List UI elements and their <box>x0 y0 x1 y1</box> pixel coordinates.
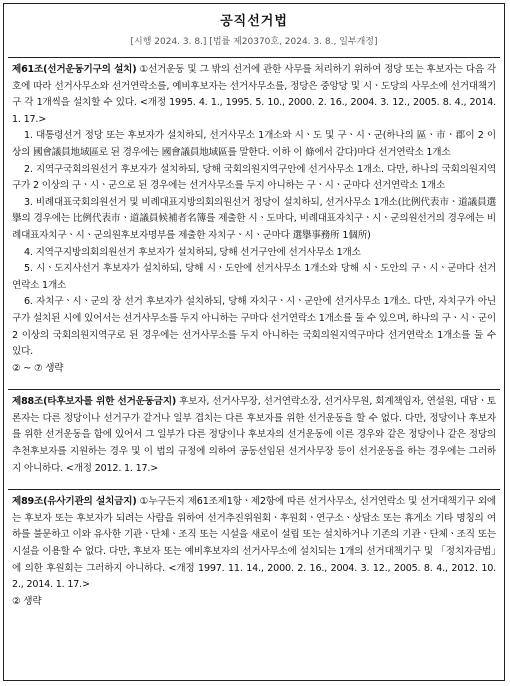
article-title: (타후보자를 위한 선거운동금지) <box>43 396 177 408</box>
article-body: 후보자, 선거사무장, 선거연락소장, 선거사무원, 회계책임자, 연설원, 대담ㆍ토론자는 다른 정당이나 선거구가 같거나 일부 겹치는 다른 후보자를 위한 선거운동을 할 수 없다. 다만, 정당이나 후보자를 위한 선거운동을 함에 있어서 그 일부가 다른 정당이나 후보자의 선거운동에 이른 경우와 같은 정당이나 같은 정당의 추천후보자를 지원하는 경우 및 이 법의 규정에 의하여 공동선임된 선거사무장 등이 선거운동을 하는 경우에는 그러하지 아니하다. <개정 2012. 1. 17.> <box>12 396 497 474</box>
article-number: 제88조 <box>12 396 44 408</box>
article-89 <box>8 489 500 612</box>
article-item: 3. 비례대표국회의원선거 및 비례대표지방의회의원선거 정당이 설치하되, 선거사무소 1개소(比例代表市ㆍ道議員選擧의 경우에는 比例代表市ㆍ道議員候補者名簿를 제출한 시ㆍ도마다, 비례대표자치구ㆍ시ㆍ군의원선거의 경우에는 비례대표자치구ㆍ시ㆍ군의원후보자명부를 제출한 자치구ㆍ시ㆍ군마다 選擧事務所 1個所) <box>12 196 496 241</box>
enforcement-info: [시행 2024. 3. 8.] [법률 제20370호, 2024. 3. 8., 일부개정] <box>130 37 378 47</box>
article-item: 6. 자치구ㆍ시ㆍ군의 장 선거 후보자가 설치하되, 당해 자치구ㆍ시ㆍ군안에 선거사무소 1개소. 다만, 자치구가 아닌 구가 설치된 시에 있어서는 선거사무소를 두지 아니하는 구마다 선거연락소 1개소를 둘 수 있으며, 하나의 구ㆍ시ㆍ군이 2 이상의 국회의원지역구로 된 경우에는 선거사무소를 두지 아니하는 국회의원지역구마다 선거연락소 1개소를 둘 수 있다. <box>12 296 496 358</box>
article-number: 제89조 <box>12 496 44 508</box>
article-88 <box>8 389 500 479</box>
article-body: ①누구든지 제61조제1항ㆍ제2항에 따른 선거사무소, 선거연락소 및 선거대책기구 외에는 후보자 또는 후보자가 되려는 사람을 위하여 선거추진위원회ㆍ후원회ㆍ연구소ㆍ상담소 또는 휴게소 기타 명칭의 여하를 불문하고 이와 유사한 기관ㆍ단체ㆍ조직 또는 시설을 새로이 설립 또는 설치하거나 기존의 기관ㆍ단체ㆍ조직 또는 시설을 이용할 수 없다. 다만, 후보자 또는 예비후보자의 선거사무소에 설치되는 1개의 선거대책기구 및 「정치자금법」에 의한 후원회는 그러하지 아니하다. <개정 1997. 11. 14., 2000. 2. 16., 2004. 3. 12., 2005. 8. 4., 2012. 10. 2., 2014. 1. 17.> <box>12 496 496 591</box>
document-title: 공직선거법 <box>220 14 288 29</box>
article-61 <box>8 57 500 379</box>
article-item: 4. 지역구지방의회의원선거 후보자가 설치하되, 당해 선거구안에 선거사무소 1개소 <box>24 246 361 258</box>
article-footer: ② 생략 <box>12 595 42 607</box>
article-paragraph <box>12 62 496 128</box>
article-title: (선거운동기구의 설치) <box>43 64 137 75</box>
article-title: (유사기관의 설치금지) <box>43 496 137 508</box>
document-page <box>3 3 505 681</box>
article-footer: ② ~ ⑦ 생략 <box>12 362 64 374</box>
article-item: 5. 시ㆍ도지사선거 후보자가 설치하되, 당해 시ㆍ도안에 선거사무소 1개소와 당해 시ㆍ도안의 구ㆍ시ㆍ군마다 선거연락소 1개소 <box>12 263 496 291</box>
article-item: 2. 지역구국회의원선거 후보자가 설치하되, 당해 국회의원지역구안에 선거사무소 1개소. 다만, 하나의 국회의원지역구가 2 이상의 구ㆍ시ㆍ군으로 된 경우에는 선거사무소를 두지 아니하는 구ㆍ시ㆍ군마다 선거연락소 1개소 <box>12 163 496 192</box>
article-item: 1. 대통령선거 정당 또는 후보자가 설치하되, 선거사무소 1개소와 시ㆍ도 및 구ㆍ시ㆍ군(하나의 區ㆍ市ㆍ郡이 2 이상의 國會議員地域區로 된 경우에는 國會議員地域區를 말한다. 이하 이 條에서 같다)마다 선거연락소 1개소 <box>12 130 496 158</box>
article-body: ①선거운동 및 그 밖의 선거에 관한 사무를 처리하기 위하여 정당 또는 후보자는 다음 각호에 따라 선거사무소와 선거연락소를, 예비후보자는 선거사무소를, 정당은 중앙당 및 시ㆍ도당의 사무소에 선거대책기구 각 1개씩을 설치할 수 있다. <개정 1995. 4. 1., 1995. 5. 10., 2000. 2. 16., 2004. 3. 12., 2005. 8. 4., 2014. 1. 17.> <box>12 64 497 125</box>
article-paragraph <box>12 394 496 477</box>
article-number: 제61조 <box>12 64 44 75</box>
article-paragraph <box>12 494 496 594</box>
